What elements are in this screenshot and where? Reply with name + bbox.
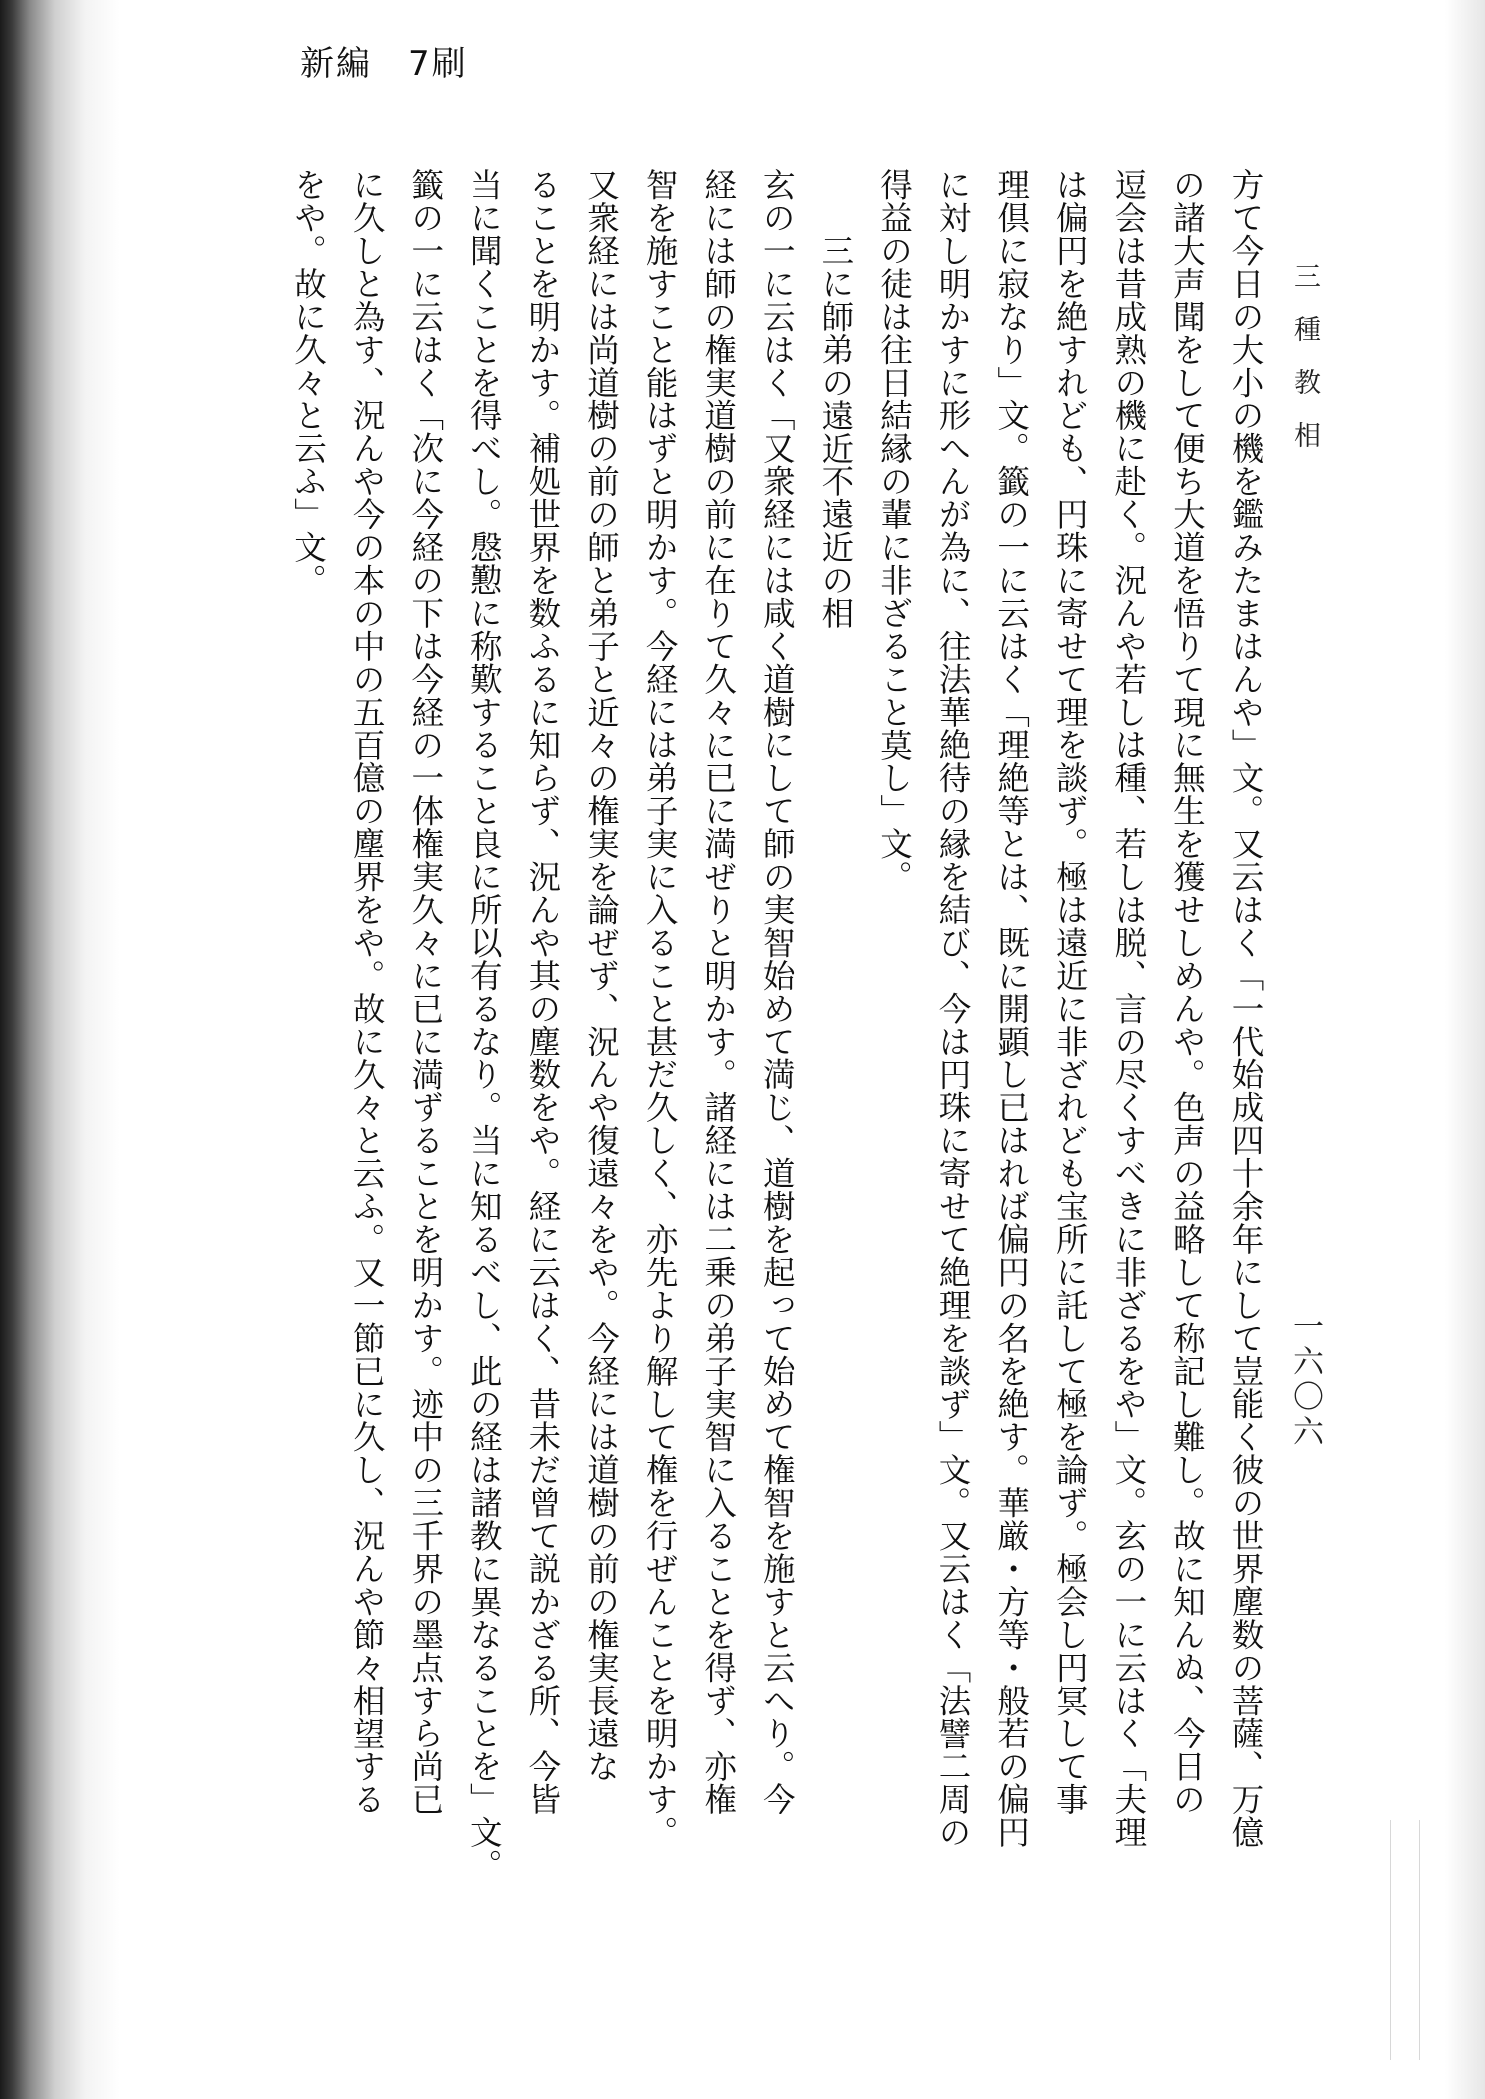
page-edge (1445, 0, 1485, 2099)
body-text (279, 168, 1275, 1888)
text-line: 智を施すこと能はずと明かす。今経には弟子実に入ること甚だ久しく、亦先より解して権を行ぜんことを明かす。 (641, 168, 680, 1849)
section-heading: 三に師弟の遠近不遠近の相 (816, 234, 855, 630)
text-line: をや。故に久々と云ふ」文。 (289, 168, 328, 597)
running-head: 三種教相 (1289, 262, 1320, 474)
margin-rule (1390, 1820, 1420, 2060)
text-line: 得益の徒は往日結縁の輩に非ざること莫し」文。 (875, 168, 914, 893)
text-line: 理倶に寂なり」文。籤の一に云はく「理絶等とは、既に開顕し已はれば偏円の名を絶す。華厳・方等・般若の偏円 (992, 168, 1031, 1849)
text-line: 逗会は昔成熟の機に赴く。況んや若しは種、若しは脱、言の尽くすべきに非ざるをや」文。玄の一に云はく「夫理 (1109, 168, 1148, 1849)
binding-shadow (0, 0, 120, 2099)
text-line: 玄の一に云はく「又衆経には咸く道樹にして師の実智始めて満じ、道樹を起って始めて権智を施すと云へり。今 (758, 168, 797, 1816)
text-line: 方て今日の大小の機を鑑みたまはんや」文。又云はく「一代始成四十余年にして豈能く彼の世界塵数の菩薩、万億 (1227, 168, 1265, 1849)
text-line: 又衆経には尚道樹の前の師と弟子と近々の権実を論ぜず、況んや復遠々をや。今経には道樹の前の権実長遠な (582, 168, 621, 1783)
text-line: の諸大声聞をして便ち大道を悟りて現に無生を獲せしめんや。色声の益略して称記し難し。故に知んぬ、今日の (1168, 168, 1207, 1816)
text-line: 当に聞くことを得べし。慇懃に称歎すること良に所以有るなり。当に知るべし、此の経は諸教に異なることを」文。 (465, 168, 504, 1882)
text-line: 経には師の権実道樹の前に在りて久々に已に満ぜりと明かす。諸経には二乗の弟子実智に入ることを得ず、亦権 (699, 168, 738, 1816)
edition-label: 新編 7刷 (300, 44, 468, 84)
text-line: ることを明かす。補処世界を数ふるに知らず、況んや其の塵数をや。経に云はく、昔未だ曾て説かざる所、今皆 (523, 168, 562, 1816)
text-line: に久しと為す、況んや今の本の中の五百億の塵界をや。故に久々と云ふ。又一節已に久し、況んや節々相望する (348, 168, 387, 1816)
text-line: に対し明かすに形へんが為に、往法華絶待の縁を結び、今は円珠に寄せて絶理を談ず」文。又云はく「法譬二周の (934, 168, 973, 1849)
text-line: は偏円を絶すれども、円珠に寄せて理を談ず。極は遠近に非ざれども宝所に託して極を論ず。極会し円冥して事 (1051, 168, 1090, 1816)
page-number: 一六〇六 (1287, 1310, 1323, 1450)
text-line: 籤の一に云はく「次に今経の下は今経の一体権実久々に已に満ずることを明かす。迹中の三千界の墨点すら尚已 (406, 168, 445, 1816)
